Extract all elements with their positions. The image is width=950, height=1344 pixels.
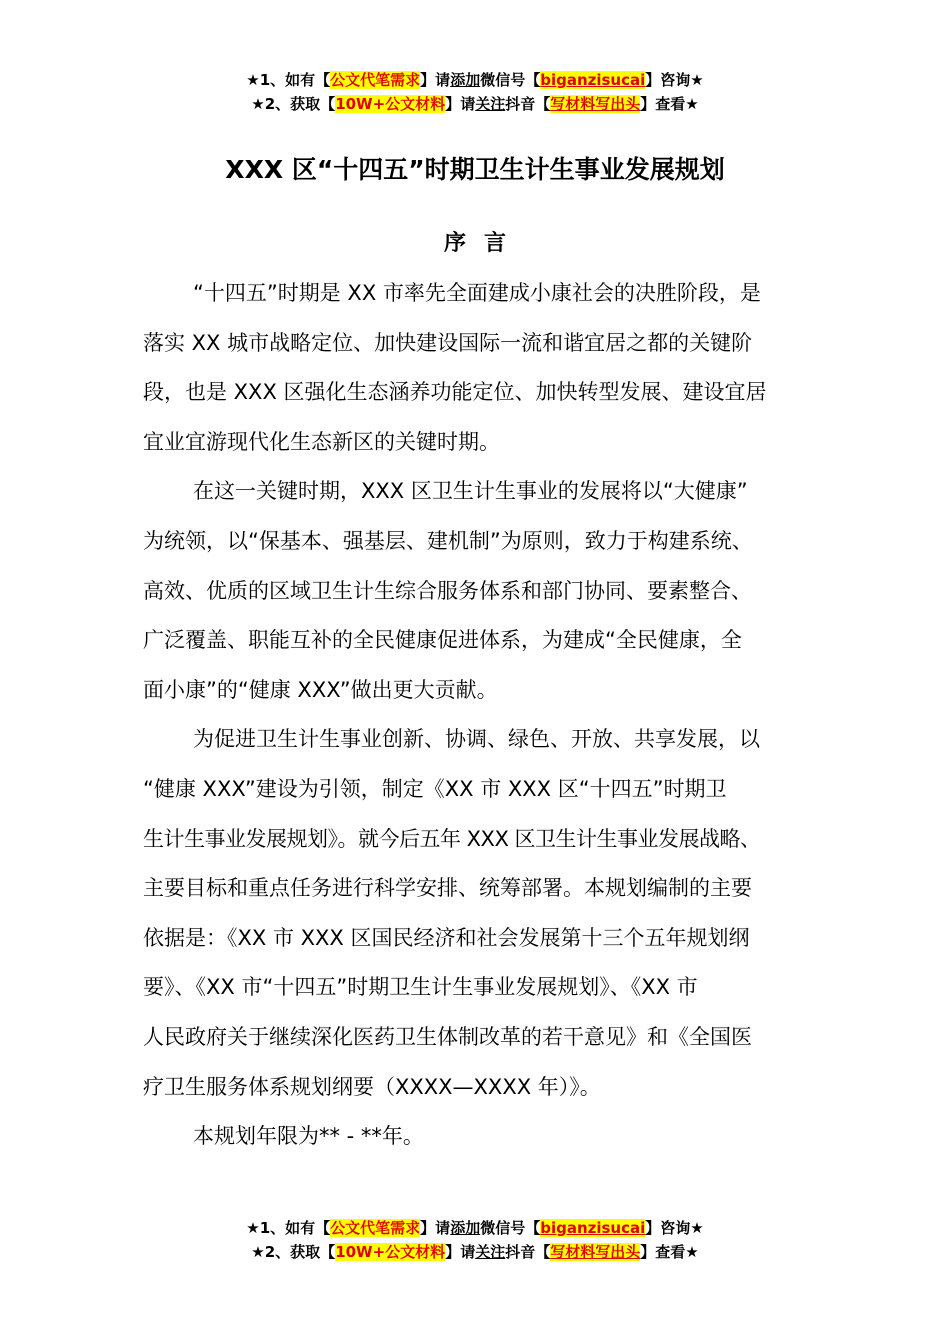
banner-text: 关注 (475, 95, 506, 113)
paragraph-line: 为促进卫生计生事业创新、协调、绿色、开放、共享发展，以 (193, 727, 760, 752)
banner-wechat-id: biganzisucai (540, 71, 646, 89)
banner-line-2 (0, 92, 950, 116)
paragraph-line: 段，也是 XXX 区强化生态涵养功能定位、加快转型发展、建设宜居 (143, 380, 767, 405)
banner-wechat-id: biganzisucai (540, 1219, 646, 1237)
banner-text: 】请 (445, 95, 476, 113)
paragraph-line: 为统领，以“保基本、强基层、建机制”为原则，致力于构建系统、 (143, 528, 753, 553)
paragraph-line: 广泛覆盖、职能互补的全民健康促进体系，为建成“全民健康，全 (143, 628, 742, 653)
banner-text: 】请 (445, 1243, 476, 1261)
banner-line-1 (0, 68, 950, 92)
banner-text: 微信号【 (480, 1219, 541, 1237)
banner-text: 关注 (475, 1243, 506, 1261)
banner-highlight: 公文代笔需求 (330, 71, 421, 89)
paragraph-line: 落实 XX 城市战略定位、加快建设国际一流和谐宜居之都的关键阶 (143, 330, 753, 355)
paragraph-line: 人民政府关于继续深化医药卫生体制改革的若干意见》和《全国医 (143, 1024, 752, 1049)
paragraph-line: 依据是：《XX 市 XXX 区国民经济和社会发展第十三个五年规划纲 (143, 925, 750, 950)
banner-highlight: 写材料写出头 (550, 95, 641, 113)
banner-text: 】咨询★ (645, 71, 704, 89)
banner-text: ★2、获取【 (251, 95, 336, 113)
banner-line-2 (0, 1240, 950, 1264)
footer-banner (0, 1216, 950, 1264)
banner-highlight: 写材料写出头 (550, 1243, 641, 1261)
banner-text: 】咨询★ (645, 1219, 704, 1237)
paragraph-line: 在这一关键时期，XXX 区卫生计生事业的发展将以“大健康” (193, 479, 748, 504)
banner-text: 添加 (450, 1219, 481, 1237)
paragraph-line: 生计生事业发展规划》。就今后五年 XXX 区卫生计生事业发展战略、 (143, 826, 761, 851)
paragraph-line: 高效、优质的区域卫生计生综合服务体系和部门协同、要素整合、 (143, 578, 752, 603)
banner-text: 抖音【 (505, 1243, 551, 1261)
banner-text: 】请 (420, 1219, 451, 1237)
paragraph-line: 疗卫生服务体系规划纲要（XXXX—XXXX 年）》。 (143, 1074, 601, 1099)
header-banner (0, 68, 950, 116)
banner-text: ★1、如有【 (246, 71, 331, 89)
banner-text: ★2、获取【 (251, 1243, 336, 1261)
banner-text: 】请 (420, 71, 451, 89)
banner-text: 抖音【 (505, 95, 551, 113)
document-body (143, 269, 823, 1162)
paragraph-line: 面小康”的“健康 XXX”做出更大贡献。 (143, 677, 498, 702)
banner-highlight: 10W+公文材料 (335, 95, 446, 113)
banner-highlight: 10W+公文材料 (335, 1243, 446, 1261)
banner-text: 】查看★ (640, 1243, 699, 1261)
paragraph-line: 本规划年限为** - **年。 (193, 1124, 424, 1149)
paragraph-line: “健康 XXX”建设为引领，制定《XX 市 XXX 区“十四五”时期卫 (143, 776, 727, 801)
banner-highlight: 公文代笔需求 (330, 1219, 421, 1237)
section-title: 序言 (443, 231, 524, 256)
document-title: XXX 区“十四五”时期卫生计生事业发展规划 (225, 155, 725, 184)
paragraph-line: 要》、《XX 市“十四五”时期卫生计生事业发展规划》、《XX 市 (143, 975, 698, 1000)
banner-text: 】查看★ (640, 95, 699, 113)
paragraph-line: “十四五”时期是 XX 市率先全面建成小康社会的决胜阶段，是 (193, 281, 761, 305)
banner-text: ★1、如有【 (246, 1219, 331, 1237)
banner-text: 添加 (450, 71, 481, 89)
banner-text: 微信号【 (480, 71, 541, 89)
banner-line-1 (0, 1216, 950, 1240)
paragraph-line: 宜业宜游现代化生态新区的关键时期。 (143, 429, 500, 454)
paragraph-line: 主要目标和重点任务进行科学安排、统筹部署。本规划编制的主要 (143, 876, 752, 901)
